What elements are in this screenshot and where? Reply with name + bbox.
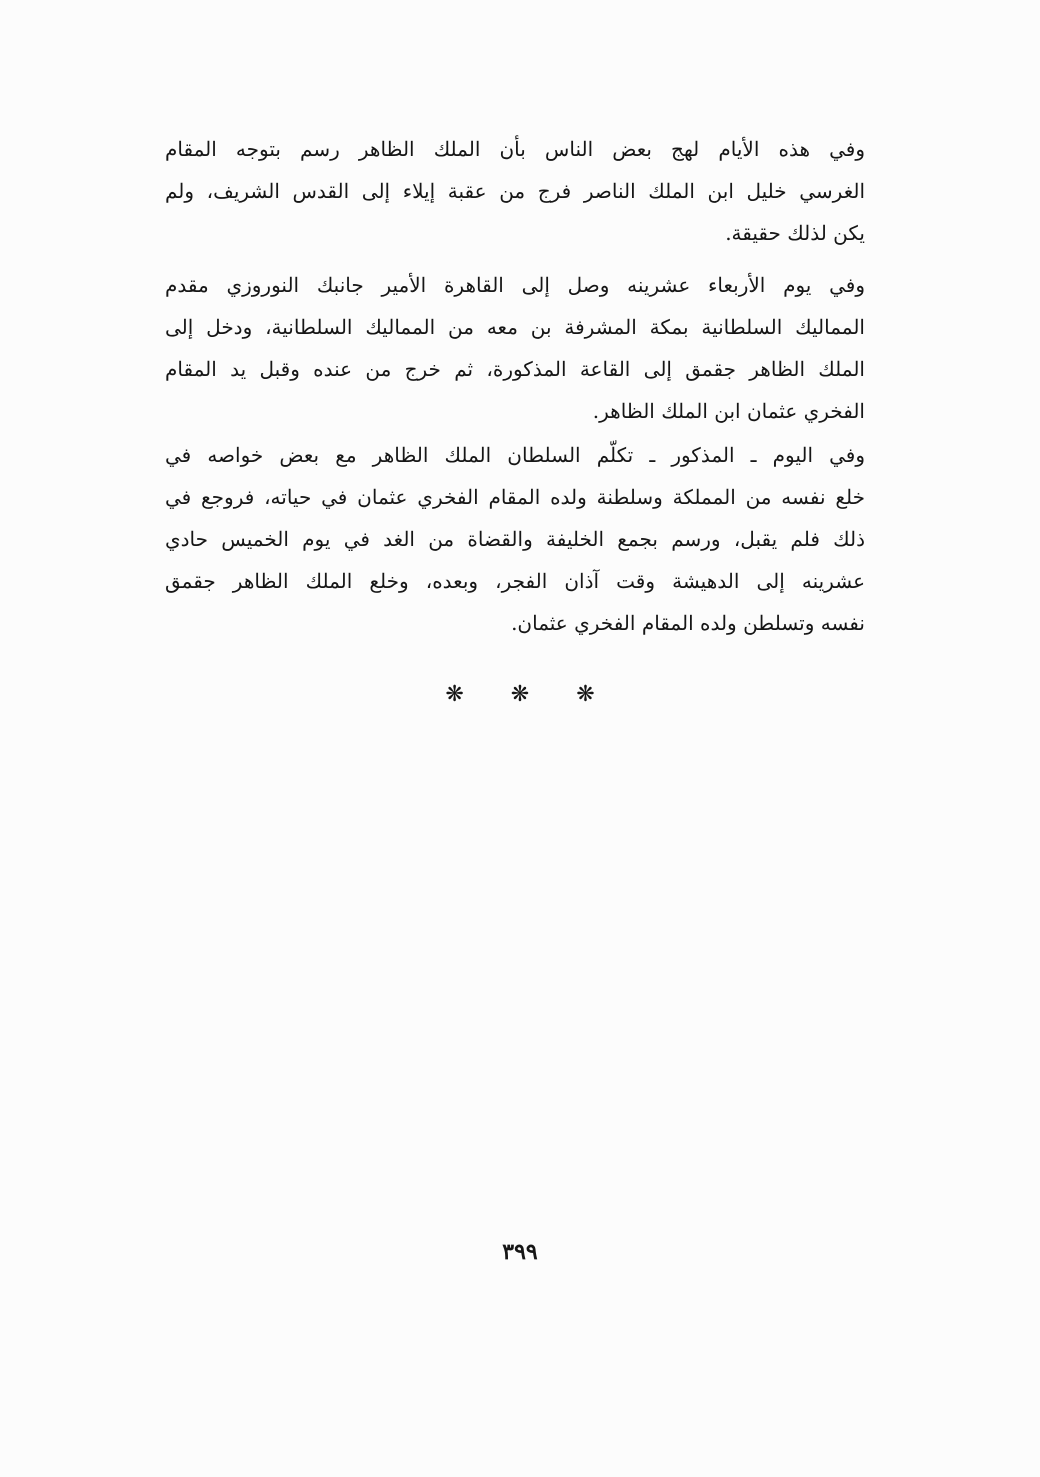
text-line: وفي اليوم ـ المذكور ـ تكلّم السلطان الملك الظاهر مع بعض خواصه في [165,443,865,467]
text-line: وفي هذه الأيام لهج بعض الناس بأن الملك الظاهر رسم بتوجه المقام [165,137,865,161]
asterism-star-icon: ❋ [576,682,595,707]
text-line: خلع نفسه من المملكة وسلطنة ولده المقام الفخري عثمان في حياته، فروجع في [165,485,865,509]
text-line: يكن لذلك حقيقة. [725,221,865,245]
text-line: الغرسي خليل ابن الملك الناصر فرج من عقبة إيلاء إلى القدس الشريف، ولم [165,179,865,203]
paragraph-1 [165,128,865,254]
asterism-star-icon: ❋ [510,682,530,707]
text-line: وفي يوم الأربعاء عشرينه وصل إلى القاهرة الأمير جانبك النوروزي مقدم [165,273,865,297]
text-line: المماليك السلطانية بمكة المشرفة بن معه من المماليك السلطانية، ودخل إلى [165,315,865,339]
text-line: نفسه وتسلطن ولده المقام الفخري عثمان. [511,611,865,635]
page-number: ٣٩٩ [502,1239,538,1265]
paragraph-2 [165,264,865,432]
text-line: الفخري عثمان ابن الملك الظاهر. [592,399,865,423]
paragraph-3 [165,434,865,644]
text-line: الملك الظاهر جقمق إلى القاعة المذكورة، ثم خرج من عنده وقبل يد المقام [165,357,865,381]
text-line: عشرينه إلى الدهيشة وقت آذان الفجر، وبعده، وخلع الملك الظاهر جقمق [165,569,865,593]
text-line: ذلك فلم يقبل، ورسم بجمع الخليفة والقضاة من الغد في يوم الخميس حادي [165,527,865,551]
asterism-star-icon: ❋ [445,682,464,707]
section-divider-ornament [0,680,1040,710]
